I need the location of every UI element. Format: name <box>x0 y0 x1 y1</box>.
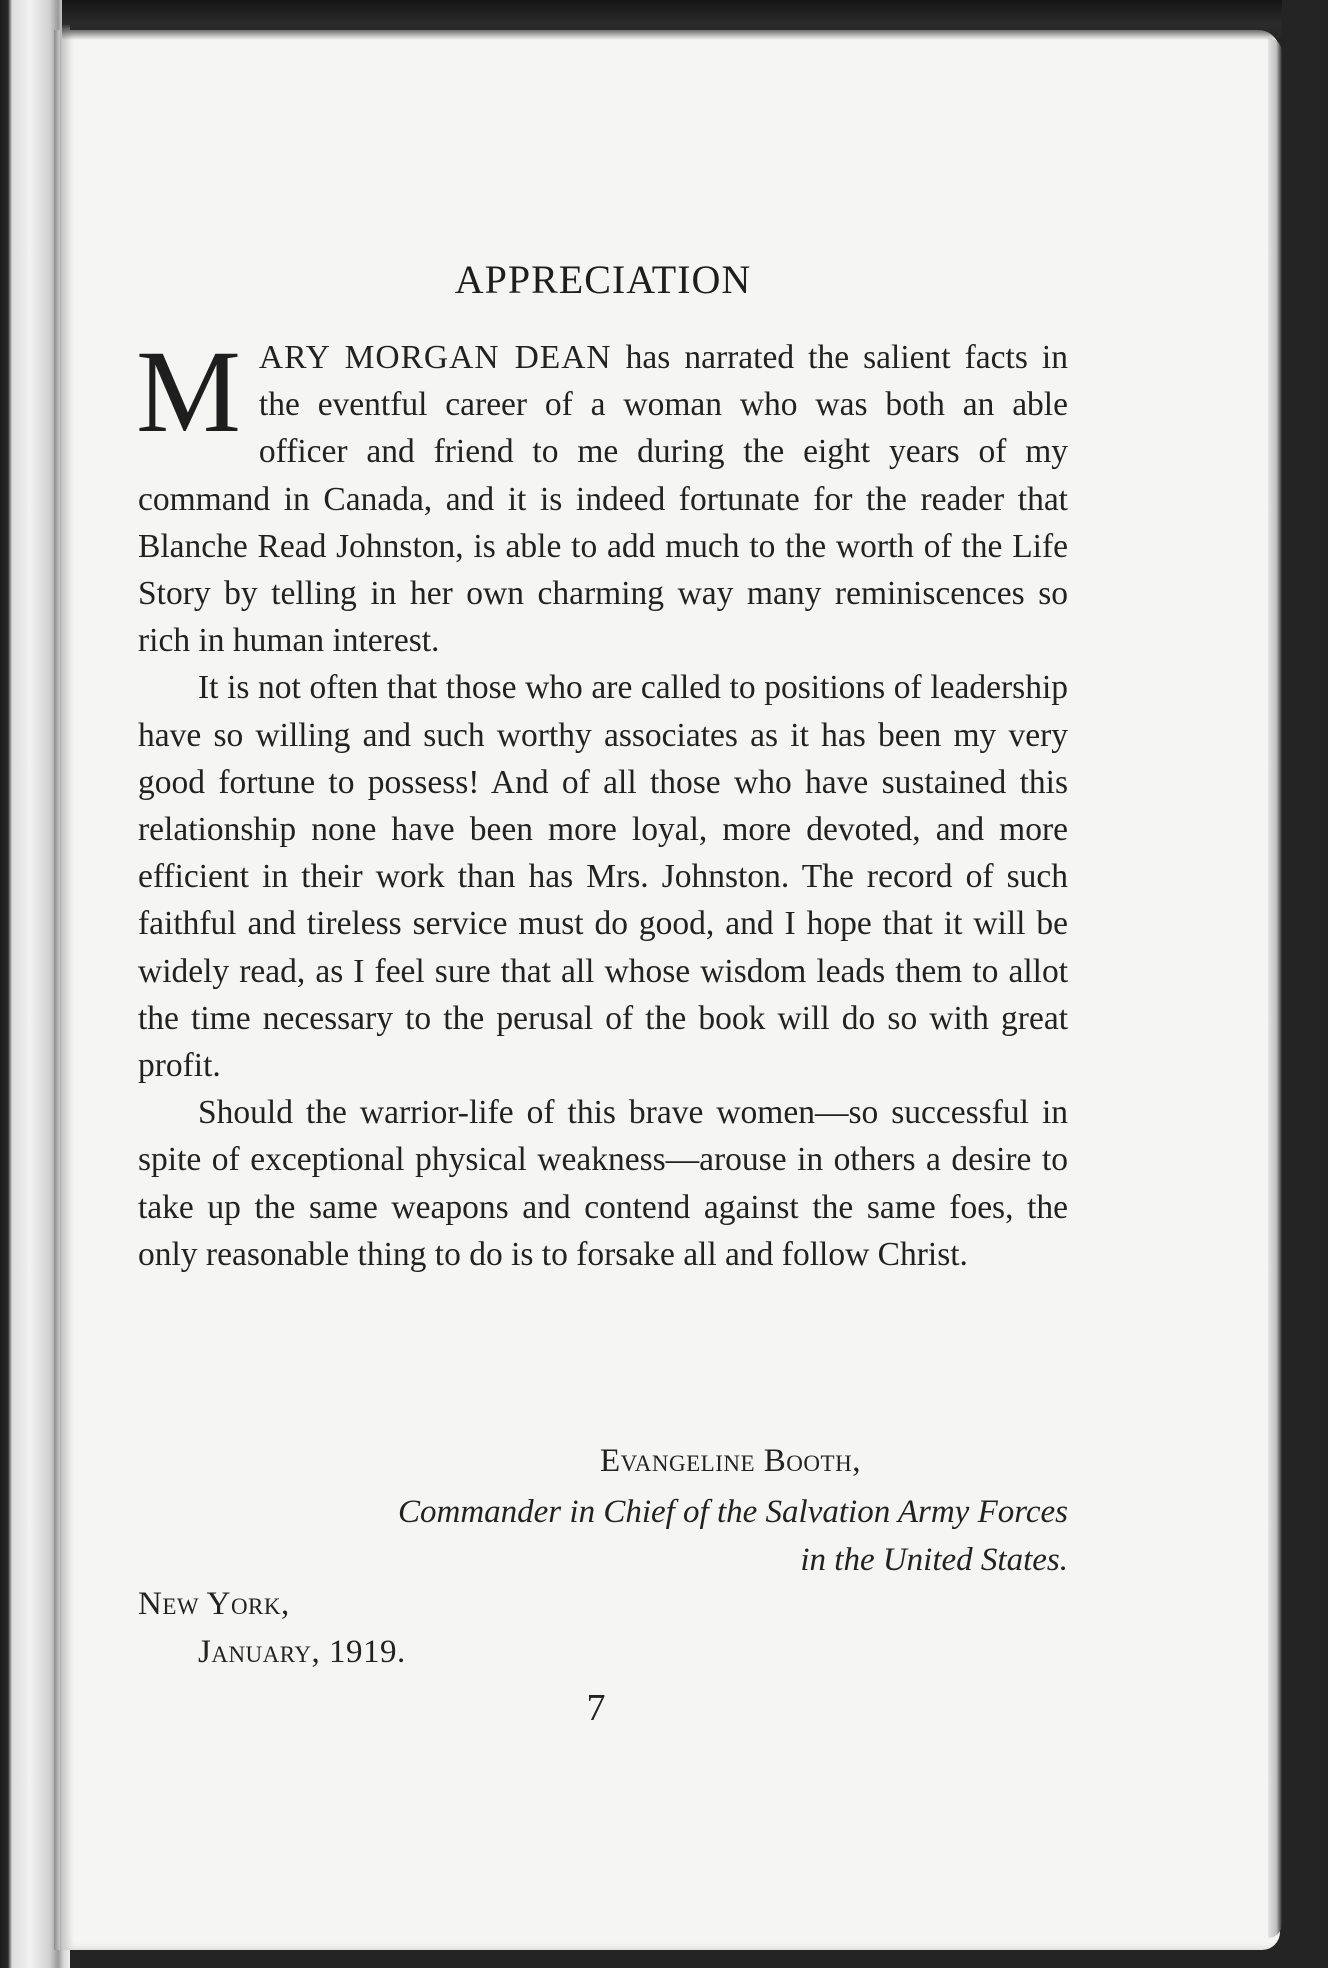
drop-cap: M <box>136 326 241 457</box>
page-number: 7 <box>586 1687 606 1729</box>
signature-name: Evangeline Booth, <box>600 1443 861 1479</box>
signature-title-line-2: in the United States. <box>800 1542 1068 1578</box>
paragraph-3: Should the warrior-life of this brave women—so successful in spite of exceptional physical weakness—arouse in others a desire to take up the same weapons and contend against the same foes, the only reasonable thing to do is to forsake all and follow Christ. <box>138 1094 1068 1273</box>
signature-title-line-1: Commander in Chief of the Salvation Army Forces <box>397 1494 1068 1530</box>
paragraph-2: It is not often that those who are called to positions of leadership have so willing and such worthy associates as it has been my very good fortune to possess! And of all those who have sustained this relationship none have been more loyal, more devoted, and more efficient in their work than has Mrs. Johnston. The record of such faithful and tireless service must do good, and I hope that it will be widely read, as I feel sure that all whose wisdom leads them to allot the time necessary to the perusal of the book will do so with great profit. <box>138 669 1068 1085</box>
place-line: New York, <box>138 1586 290 1622</box>
body-text <box>136 326 1068 1278</box>
page-gutter <box>54 30 60 1950</box>
paragraph-1 <box>136 326 1068 664</box>
page-right-edge <box>1268 38 1282 1938</box>
paragraph-1-text: has narrated the salient facts in the eventful career of a woman who was both an able officer and friend to me during the eight years of my command in Canada, and it is indeed fortunate for the reader that Blanche Read Johnston, is able to add much to the worth of the Life Story by telling in her own charming way many reminiscences so rich in human interest. <box>138 339 1068 660</box>
lead-in-caps: ARY MORGAN DEAN <box>258 339 612 376</box>
date-line: January, 1919. <box>198 1634 406 1670</box>
top-shadow <box>62 0 1282 40</box>
page-heading: APPRECIATION <box>454 257 752 302</box>
